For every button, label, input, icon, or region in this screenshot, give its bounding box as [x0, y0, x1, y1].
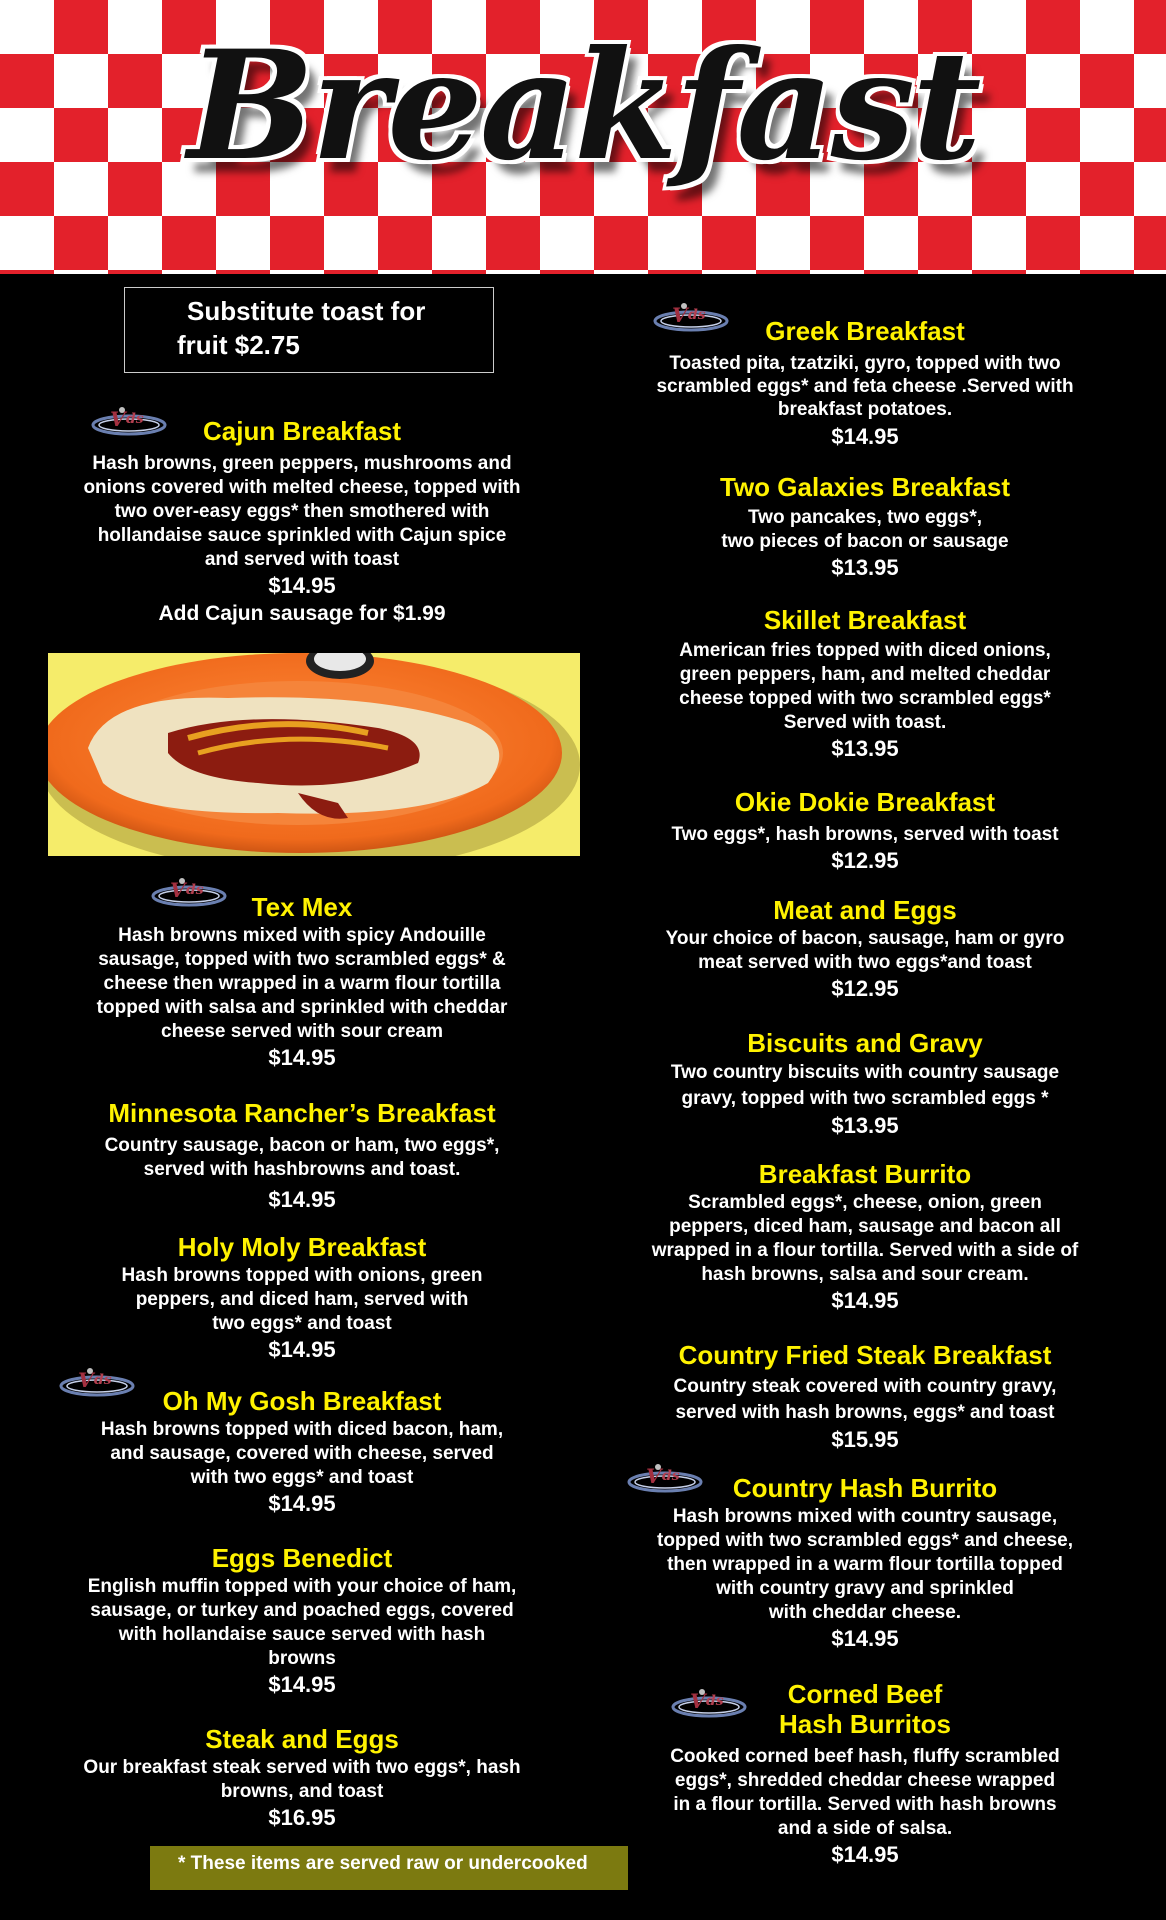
- description-line: hollandaise sauce sprinkled with Cajun spice: [97, 525, 507, 546]
- description-line: American fries topped with diced onions,: [679, 640, 1051, 661]
- item-title: Eggs Benedict: [211, 1543, 393, 1573]
- description-line: onions covered with melted cheese, topped with: [83, 477, 521, 498]
- description-line: browns: [268, 1648, 336, 1669]
- description-line: Hash browns, green peppers, mushrooms and: [92, 453, 512, 474]
- menu-item: [22, 892, 582, 1072]
- description-line: topped with two scrambled eggs* and cheese,: [657, 1530, 1073, 1551]
- menu-item: [22, 1098, 582, 1214]
- item-price: $14.95: [831, 1288, 899, 1313]
- description-line: Our breakfast steak served with two eggs*, hash: [83, 1757, 521, 1778]
- description-line: Toasted pita, tzatziki, gyro, topped with two: [669, 353, 1061, 374]
- description-line: sausage, topped with two scrambled eggs* &: [98, 949, 506, 970]
- menu-item: [22, 416, 582, 628]
- description-line: meat served with two eggs*and toast: [698, 952, 1032, 973]
- description-line: Country steak covered with country gravy,: [673, 1376, 1057, 1397]
- item-price: $15.95: [831, 1427, 899, 1452]
- description-line: Hash browns topped with onions, green: [121, 1265, 483, 1286]
- description-line: Hash browns mixed with spicy Andouille: [118, 925, 486, 946]
- item-price: $12.95: [831, 848, 899, 873]
- description-line: Scrambled eggs*, cheese, onion, green: [688, 1192, 1042, 1213]
- description-line: eggs*, shredded cheddar cheese wrapped: [674, 1770, 1056, 1791]
- description-line: in a flour tortilla. Served with hash browns: [673, 1794, 1057, 1815]
- menu-item: [585, 605, 1145, 763]
- item-title: Country Hash Burrito: [732, 1473, 998, 1503]
- item-description: [22, 924, 582, 1044]
- item-description: [585, 1060, 1145, 1112]
- description-line: Two pancakes, two eggs*,: [747, 507, 983, 528]
- item-title: Biscuits and Gravy: [747, 1028, 983, 1058]
- item-price: $14.95: [831, 1842, 899, 1867]
- menu-item: [585, 787, 1145, 875]
- item-title: Steak and Eggs: [205, 1724, 399, 1754]
- description-line: hash browns, salsa and sour cream.: [701, 1264, 1029, 1285]
- description-line: Two eggs*, hash browns, served with toast: [671, 824, 1059, 845]
- item-title: Breakfast Burrito: [758, 1159, 972, 1189]
- description-line: with cheddar cheese.: [768, 1602, 962, 1623]
- item-price: $14.95: [268, 1337, 336, 1362]
- item-title: Okie Dokie Breakfast: [734, 787, 996, 817]
- menu-item: [585, 895, 1145, 1003]
- menu-item: [585, 316, 1145, 451]
- item-price: $14.95: [268, 1672, 336, 1697]
- item-title: Tex Mex: [251, 892, 353, 922]
- description-line: sausage, or turkey and poached eggs, covered: [90, 1600, 514, 1621]
- left-menu-column: [22, 0, 582, 1920]
- description-line: two pieces of bacon or sausage: [721, 531, 1009, 552]
- item-price: $13.95: [831, 1113, 899, 1138]
- menu-item: [585, 1159, 1145, 1315]
- item-title: Two Galaxies Breakfast: [720, 472, 1010, 502]
- item-description: [585, 823, 1145, 847]
- menu-item: [585, 472, 1145, 582]
- item-description: [585, 1374, 1145, 1426]
- item-addon: Add Cajun sausage for $1.99: [158, 602, 446, 625]
- menu-item: [22, 1232, 582, 1364]
- menu-item: [585, 1340, 1145, 1454]
- item-description: [22, 1756, 582, 1804]
- item-title-line-2: Hash Burritos: [779, 1709, 951, 1739]
- item-description: [585, 352, 1145, 421]
- description-line: then wrapped in a warm flour tortilla topped: [667, 1554, 1063, 1575]
- description-line: Two country biscuits with country sausage: [670, 1062, 1060, 1083]
- description-line: cheese topped with two scrambled eggs*: [679, 688, 1051, 709]
- item-title: Skillet Breakfast: [763, 605, 967, 635]
- description-line: two over-easy eggs* then smothered with: [114, 501, 490, 522]
- description-line: Hash browns topped with diced bacon, ham,: [100, 1419, 504, 1440]
- item-price: $14.95: [831, 1626, 899, 1651]
- description-line: green peppers, ham, and melted cheddar: [679, 664, 1051, 685]
- menu-item: [22, 1724, 582, 1832]
- item-price: $14.95: [268, 1187, 336, 1212]
- description-line: cheese then wrapped in a warm flour tortilla: [103, 973, 501, 994]
- description-line: scrambled eggs* and feta cheese .Served with: [656, 376, 1074, 397]
- raw-food-warning: * These items are served raw or undercooked: [150, 1846, 628, 1890]
- description-line: Your choice of bacon, sausage, ham or gyro: [665, 928, 1065, 949]
- item-title: Meat and Eggs: [773, 895, 957, 925]
- item-description: [585, 506, 1145, 554]
- item-title: Corned Beef: [787, 1679, 943, 1709]
- menu-item: [585, 1473, 1145, 1653]
- item-description: [22, 1264, 582, 1336]
- item-price: $14.95: [831, 424, 899, 449]
- item-price: $13.95: [831, 736, 899, 761]
- item-title: Holy Moly Breakfast: [177, 1232, 427, 1262]
- description-line: breakfast potatoes.: [777, 399, 953, 420]
- description-line: English muffin topped with your choice of ham,: [87, 1576, 517, 1597]
- description-line: and sausage, covered with cheese, served: [110, 1443, 494, 1464]
- item-title: Country Fried Steak Breakfast: [678, 1340, 1052, 1370]
- description-line: Hash browns mixed with country sausage,: [672, 1506, 1058, 1527]
- item-description: [22, 452, 582, 572]
- description-line: cheese served with sour cream: [161, 1021, 443, 1042]
- menu-item: [22, 1543, 582, 1699]
- description-line: gravy, topped with two scrambled eggs *: [681, 1088, 1049, 1109]
- item-description: [585, 1505, 1145, 1625]
- description-line: Country sausage, bacon or ham, two eggs*,: [104, 1135, 500, 1156]
- item-description: [22, 1575, 582, 1671]
- item-price: $14.95: [268, 1045, 336, 1070]
- item-description: [585, 927, 1145, 975]
- item-title: Greek Breakfast: [765, 316, 965, 346]
- description-line: served with hash browns, eggs* and toast: [675, 1402, 1055, 1423]
- menu-item: [22, 1386, 582, 1518]
- description-line: Served with toast.: [783, 712, 947, 733]
- description-line: peppers, diced ham, sausage and bacon all: [669, 1216, 1061, 1237]
- description-line: two eggs* and toast: [212, 1313, 392, 1334]
- page-title: Breakfast: [187, 18, 979, 194]
- description-line: and served with toast: [204, 549, 400, 570]
- description-line: served with hashbrowns and toast.: [143, 1159, 461, 1180]
- item-price: $16.95: [268, 1805, 336, 1830]
- item-price: $14.95: [268, 1491, 336, 1516]
- item-description: [22, 1134, 582, 1182]
- description-line: with country gravy and sprinkled: [716, 1578, 1014, 1599]
- item-title: Oh My Gosh Breakfast: [162, 1386, 442, 1416]
- right-menu-column: [585, 0, 1145, 1920]
- item-title: Cajun Breakfast: [203, 416, 401, 446]
- menu-item: [585, 1028, 1145, 1140]
- description-line: and a side of salsa.: [777, 1818, 953, 1839]
- description-line: with two eggs* and toast: [190, 1467, 414, 1488]
- item-price: $13.95: [831, 555, 899, 580]
- item-description: [585, 639, 1145, 735]
- item-title: Minnesota Rancher’s Breakfast: [108, 1098, 496, 1128]
- description-line: topped with salsa and sprinkled with cheddar: [96, 997, 508, 1018]
- description-line: browns, and toast: [220, 1781, 384, 1802]
- description-line: wrapped in a flour tortilla. Served with a side of: [651, 1240, 1079, 1261]
- description-line: Cooked corned beef hash, fluffy scrambled: [670, 1746, 1060, 1767]
- item-price: $14.95: [268, 573, 336, 598]
- substitute-line-1: Substitute toast for: [187, 296, 426, 326]
- item-description: [585, 1745, 1145, 1841]
- item-price: $12.95: [831, 976, 899, 1001]
- item-description: [22, 1418, 582, 1490]
- description-line: with hollandaise sauce served with hash: [118, 1624, 486, 1645]
- description-line: peppers, and diced ham, served with: [135, 1289, 469, 1310]
- item-description: [585, 1191, 1145, 1287]
- substitute-line-2: fruit $2.75: [177, 330, 300, 360]
- menu-item: [585, 1679, 1145, 1869]
